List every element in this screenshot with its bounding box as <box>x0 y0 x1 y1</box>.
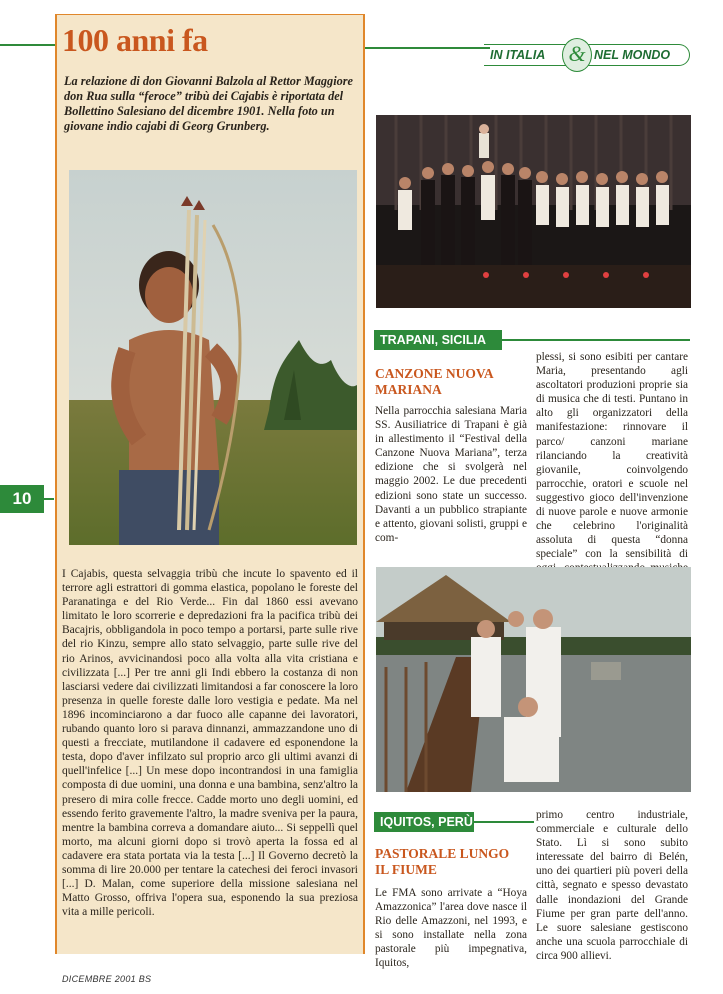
trapani-label: TRAPANI, SICILIA <box>374 330 502 350</box>
top-rule <box>0 44 55 46</box>
page-footer: DICEMBRE 2001 BS <box>62 974 152 984</box>
section-header <box>490 38 690 74</box>
iquitos-col2: primo centro industriale, commerciale e culturale dello Stato. Lì si sono subito interessate del bairro di Belén, uno dei quartieri più poveri della città, segnato e spesso devastato dalle inondazioni del Grande Fiume per gran parte dell'anno. Le suore salesiane gestiscono anche una scuola parrocchiale di circa 900 allievi. <box>536 809 688 962</box>
header-mondo: NEL MONDO <box>594 48 671 62</box>
photo-caption: La relazione di don Giovanni Balzola al Rettor Maggiore don Rua sulla “feroce” tribù dei Cajabis è riportata del Bollettino Salesiano del dicembre 1901. Nella foto un giovane indio cajabi di Georg Grunberg. <box>64 74 354 133</box>
page-number: 10 <box>0 485 44 513</box>
indio-photo <box>69 170 357 545</box>
section-title: 100 anni fa <box>62 22 208 58</box>
trapani-col1: Nella parrocchia salesiana Maria SS. Ausiliatrice di Trapani è già in allestimento il “Festival della Canzone Nuova Mariana”, terza edizione che si svolgerà nel maggio 2002. Le due precedenti edizioni sono state un successo. Davanti a un pubblico strapiante e attento, giovani solisti, gruppi e com- <box>375 405 527 544</box>
header-rule <box>365 47 490 49</box>
nuns-photo <box>376 567 691 792</box>
iquitos-col1: Le FMA sono arrivate a “Hoya Amazzonica” l'area dove nasce il Rio delle Amazzoni, nel 1993, e si sono installate nella zona pastorale più impegnativa, Iquitos, <box>375 887 527 970</box>
iquitos-title: PASTORALE LUNGO IL FIUME <box>375 846 510 877</box>
choir-photo <box>376 115 691 308</box>
trapani-title: CANZONE NUOVA MARIANA <box>375 366 493 397</box>
page-number-rule <box>44 498 54 500</box>
header-italia: IN ITALIA <box>490 48 546 62</box>
history-text: I Cajabis, questa selvaggia tribù che incute lo spavento ed il terrore agli estrattori di gomma elastica, popolano le foreste del Paranatinga e del Rio Verde... Fin dal 1860 essi avevano limitato le loro scorrerie e depredazioni fra la pacifica tribù dei Bacajris, obbligandola in poco tempo a portarsi, parte sulle rive del rio Kinzu, sempre allo stato selvaggio, parte sulle rive del rio Arinos, avvicinandosi poco alla volta alla vita cristiana e civilizzata [...] Per tre anni gli Indi ebbero la costanza di non lasciarsi vedere dai civilizzati limitandosi a far conoscere la loro presenza in quelle foreste dalle loro vestigia e pedate. Ma nel 1896 incominciarono a dar fuoco alle capanne dei lavoratori, rubando quanto loro si parava dinnanzi, ammazzandone uno di questi a frecciate, mutilandone il cadavere ed esponendone la testa, dopo d'aver infilzato sul proprio arco gli ultimi avanzi di quell'infelice [...] Un mese dopo incontrandosi in una famiglia composta di due uomini, una donna e una bambina, senz'altro la presero di mira colle frecce. Cadde morto uno degli uomini, ed essendo ferito gravemente l'altro, la madre sveniva per la paura, mentre la bambina correva a domandare aiuto... Si seppellì quel morto, ma alcuni giorni dopo si trovò aperta la fossa ed al cadavere era stata portata via la testa [...] Il Governo decretò la somma di lire 20.000 per tentare la catechesi dei feroci invasori [...] D. Malan, come superiore della missione salesiana nel Matto Grosso, offriva l'opera sua, esponendo la sua preziosa vita a mille pericoli. <box>62 568 358 919</box>
trapani-col2: plessi, si sono esibiti per cantare Maria, presentando agli ascoltatori produzioni proprie sia di musica che di testi. Puntano in alto gli organizzatori della manifestazione: rinnovare il parco/ canzoni mariane rilanciando la creatività giovanile, coinvolgendo parrocchie, oratori e scuole nel suggestivo gioco dell'invenzione di nuove parole e nuove armonie che celebrino l'originalità assoluta di questa “donna speciale” con la sensibilità di <box>536 351 688 561</box>
iquitos-label: IQUITOS, PERÙ <box>374 812 474 832</box>
ampersand-logo: & <box>562 38 592 72</box>
